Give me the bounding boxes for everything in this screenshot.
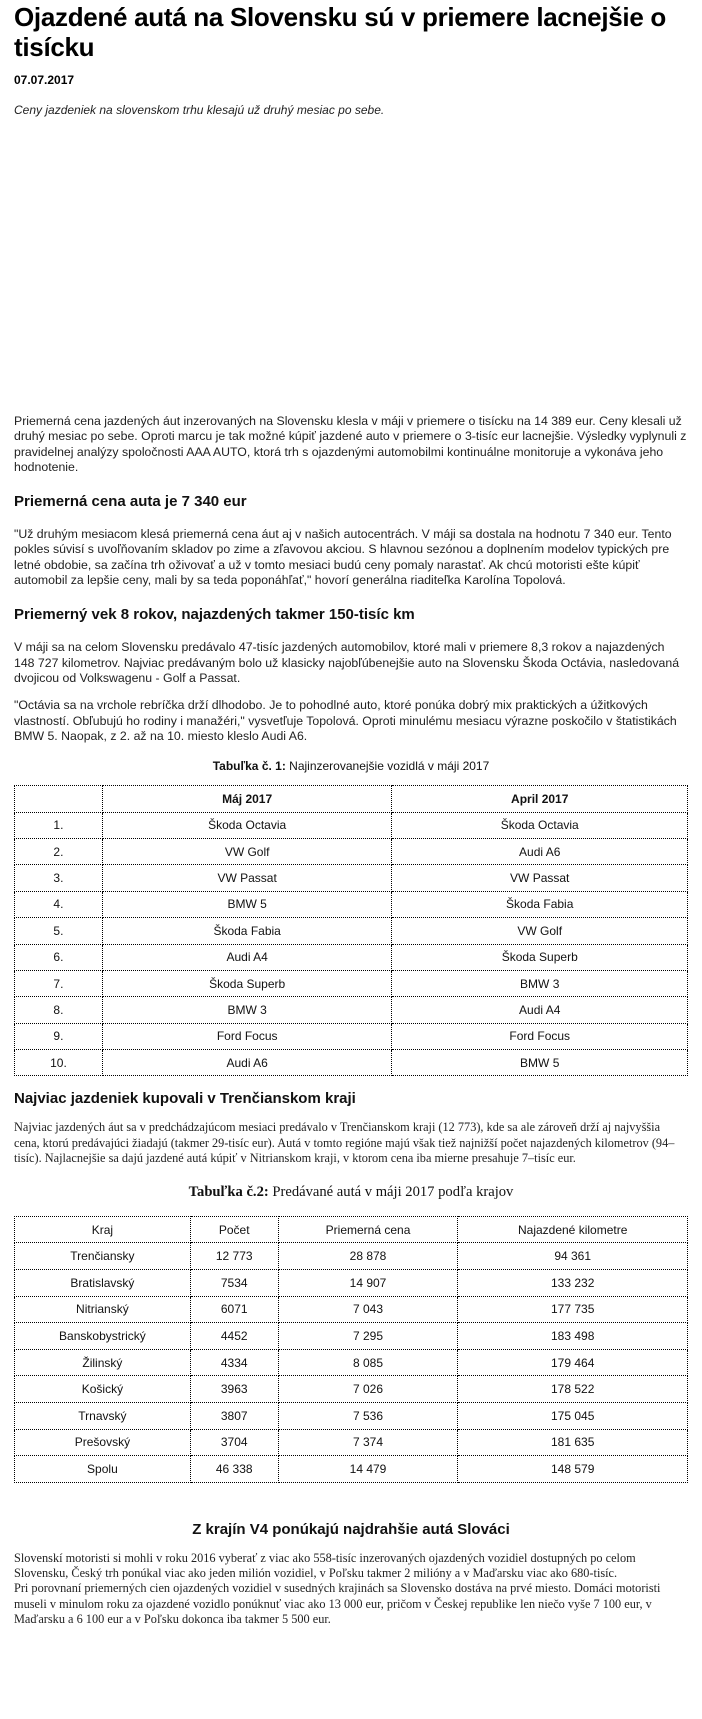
table2-caption-label: Tabuľka č.2: (188, 1184, 269, 1201)
section-heading-age: Priemerný vek 8 rokov, najazdených takmer 150-tisíc km (14, 606, 415, 624)
v4-paragraph-2: Pri porovnaní priemerných cien ojazdených vozidiel v susedných krajinách sa Slovensko dostáva na prvé miesto. Domáci motoristi museli v minulom roku za ojazdené vozidlo ponúknuť viac ako 13 000 eur, pričom v Českej republike len niečo vyše 7 100 eur, v Maďarsku a 6 100 eur a v Poľsku dokonca iba takmer 5 500 eur. (14, 1581, 661, 1626)
table-row (15, 1270, 688, 1297)
table-row (15, 865, 688, 891)
top-vehicles-table (14, 785, 688, 1076)
table-cell: Audi A6 (392, 838, 688, 864)
table-cell: Košický (15, 1376, 191, 1403)
table-cell: 8 085 (278, 1349, 458, 1376)
table1-caption-text: Najinzerovanejšie vozidlá v máji 2017 (285, 759, 490, 774)
regions-paragraph: Najviac jazdených áut sa v predchádzajúcom mesiaci predávalo v Trenčianskom kraji (12 773), kde sa ale zároveň drží aj najvyššia cena, ktorú predávajúci žiadajú (takmer 29-tisíc eur). Autá v tomto regióne majú však tiež najnižší počet najazdených kilometrov (94–tisíc). Najlacnejšie sa dajú jazdené autá kúpiť v Nitrianskom kraji, v ktorom cena iba mierne presahuje 7–tisíc eur. (14, 1120, 675, 1166)
table-cell: Audi A4 (392, 997, 688, 1023)
table-cell: Spolu (15, 1456, 191, 1483)
table-cell: Škoda Superb (102, 970, 392, 996)
table-cell: 9. (15, 1023, 103, 1049)
section-heading-v4: Z krajín V4 ponúkajú najdrahšie autá Slováci (192, 1520, 510, 1538)
table-row (15, 918, 688, 944)
table-cell: 3. (15, 865, 103, 891)
table-cell: 133 232 (458, 1270, 688, 1297)
table2-caption (14, 1183, 688, 1203)
table-row (15, 1403, 688, 1430)
table-cell: BMW 5 (102, 891, 392, 917)
header-cell: Priemerná cena (278, 1216, 458, 1243)
header-cell: Kraj (15, 1216, 191, 1243)
table1-caption (14, 758, 688, 774)
quote-paragraph: "Už druhým mesiacom klesá priemerná cena áut aj v našich autocentrách. V máji sa dostala na hodnotu 7 340 eur. Tento pokles súvisí s uvoľňovaním skladov po zime a zľavovou akciou. S hlavnou sezónou a doplnením modelov typických pre letné obdobie, sa začína trh oživovať a už v tomto mesiaci budú ceny pomaly narastať. Ak chcú motoristi ešte kúpiť automobil za lepšie ceny, mali by sa teda poponáhľať," hovorí generálna riaditeľka Karolína Topolová. (14, 527, 672, 588)
table-cell: Ford Focus (102, 1023, 392, 1049)
table-cell: 8. (15, 997, 103, 1023)
table-cell: 14 479 (278, 1456, 458, 1483)
table-cell: VW Passat (392, 865, 688, 891)
table-cell: 181 635 (458, 1429, 688, 1456)
table-cell: BMW 3 (102, 997, 392, 1023)
table-row (15, 1050, 688, 1076)
table-cell: 6071 (190, 1296, 278, 1323)
table-cell: 4. (15, 891, 103, 917)
table-cell: 7534 (190, 1270, 278, 1297)
table-cell: 7 026 (278, 1376, 458, 1403)
header-cell: Najazdené kilometre (458, 1216, 688, 1243)
octavia-quote-paragraph: "Octávia sa na vrchole rebríčka drží dlhodobo. Je to pohodlné auto, ktoré ponúka dobrý mix praktických a úžitkových vlastností. Obľubujú ho rodiny i manažéri," vysvetľuje Topolová. Oproti minulému mesiacu výrazne poskočilo v štatistikách BMW 5. Naopak, z 2. až na 10. miesto kleslo Audi A6. (14, 698, 677, 743)
header-cell: Máj 2017 (102, 786, 392, 812)
table-cell: Škoda Fabia (102, 918, 392, 944)
table-header-row (15, 786, 688, 812)
table-cell: 7 043 (278, 1296, 458, 1323)
table-cell: 178 522 (458, 1376, 688, 1403)
table-cell: 12 773 (190, 1243, 278, 1270)
table-cell: Ford Focus (392, 1023, 688, 1049)
table-cell: Škoda Fabia (392, 891, 688, 917)
table-cell: 175 045 (458, 1403, 688, 1430)
table-cell: 4334 (190, 1349, 278, 1376)
table-row (15, 1376, 688, 1403)
table-cell: Žilinský (15, 1349, 191, 1376)
table-cell: Škoda Octavia (102, 812, 392, 838)
section-heading-price: Priemerná cena auta je 7 340 eur (14, 493, 247, 511)
table-cell: Audi A6 (102, 1050, 392, 1076)
table-cell: 94 361 (458, 1243, 688, 1270)
table-row (15, 1349, 688, 1376)
table-cell: 6. (15, 944, 103, 970)
table-cell: Nitrianský (15, 1296, 191, 1323)
table-row (15, 838, 688, 864)
table-cell: 2. (15, 838, 103, 864)
table-cell: VW Passat (102, 865, 392, 891)
sales-paragraph: V máji sa na celom Slovensku predávalo 47-tisíc jazdených automobilov, ktoré mali v priemere 8,3 rokov a najazdených 148 727 kilometrov. Najviac predávaným bolo už klasicky najobľúbenejšie auto na Slovensku Škoda Octávia, nasledovaná dvojicou od Volkswagenu - Golf a Passat. (14, 640, 680, 685)
table-header-row (15, 1216, 688, 1243)
intro-paragraph: Priemerná cena jazdených áut inzerovaných na Slovensku klesla v máji v priemere o tisícku na 14 389 eur. Ceny klesali už druhý mesiac po sebe. Oproti marcu je tak možné kúpiť jazdené auto v priemere o 3-tisíc eur lacnejšie. Výsledky vyplynuli z pravidelnej analýzy spoločnosti AAA AUTO, ktorá trh s ojazdenými automobilmi kontinuálne monitoruje a vykonáva jeho hodnotenie. (14, 414, 687, 474)
table-cell: Bratislavský (15, 1270, 191, 1297)
article-lede: Ceny jazdeniek na slovenskom trhu klesajú už druhý mesiac po sebe. (14, 103, 385, 117)
regions-table (14, 1216, 688, 1483)
table-cell: Trenčiansky (15, 1243, 191, 1270)
table-cell: 3704 (190, 1429, 278, 1456)
table-row (15, 1023, 688, 1049)
table1-caption-label: Tabuľka č. 1: (212, 759, 286, 774)
table-cell: 10. (15, 1050, 103, 1076)
header-cell: Počet (190, 1216, 278, 1243)
article-title: Ojazdené autá na Slovensku sú v priemere lacnejšie o tisícku (14, 2, 667, 62)
table-cell: 148 579 (458, 1456, 688, 1483)
table-row (15, 944, 688, 970)
article-date: 07.07.2017 (14, 73, 75, 87)
table-cell: 183 498 (458, 1323, 688, 1350)
table-row (15, 997, 688, 1023)
table-cell: Banskobystrický (15, 1323, 191, 1350)
table-cell: 179 464 (458, 1349, 688, 1376)
header-cell (15, 786, 103, 812)
table-cell: 177 735 (458, 1296, 688, 1323)
table-row (15, 1243, 688, 1270)
table-cell: 1. (15, 812, 103, 838)
table-cell: 3807 (190, 1403, 278, 1430)
table-cell: Trnavský (15, 1403, 191, 1430)
table-cell: Audi A4 (102, 944, 392, 970)
table-row (15, 1456, 688, 1483)
v4-paragraph-1: Slovenskí motoristi si mohli v roku 2016 vyberať z viac ako 558-tisíc inzerovaných ojazdených vozidiel dostupných po celom Slovensku, Český trh ponúkal viac ako jeden milión vozidiel, v Poľsku takmer 2 milióny a v Maďarsku viac ako 680-tisíc. (14, 1550, 636, 1581)
table-cell: 7. (15, 970, 103, 996)
table-cell: 3963 (190, 1376, 278, 1403)
table-cell: 28 878 (278, 1243, 458, 1270)
table-cell: 46 338 (190, 1456, 278, 1483)
table-cell: Škoda Superb (392, 944, 688, 970)
table-row (15, 891, 688, 917)
table-row (15, 970, 688, 996)
table2-caption-text: Predávané autá v máji 2017 podľa krajov (268, 1184, 514, 1201)
table-cell: 5. (15, 918, 103, 944)
table-cell: 4452 (190, 1323, 278, 1350)
table-cell: VW Golf (102, 838, 392, 864)
table-cell: VW Golf (392, 918, 688, 944)
table-cell: 7 374 (278, 1429, 458, 1456)
table-cell: BMW 5 (392, 1050, 688, 1076)
table-cell: BMW 3 (392, 970, 688, 996)
table-row (15, 812, 688, 838)
table-row (15, 1429, 688, 1456)
table-cell: 14 907 (278, 1270, 458, 1297)
image-placeholder (14, 118, 688, 414)
header-cell: April 2017 (392, 786, 688, 812)
section-heading-regions: Najviac jazdeniek kupovali v Trenčianskom kraji (14, 1090, 356, 1108)
table-cell: Škoda Octavia (392, 812, 688, 838)
table-cell: 7 295 (278, 1323, 458, 1350)
table-row (15, 1323, 688, 1350)
table-cell: Prešovský (15, 1429, 191, 1456)
table-row (15, 1296, 688, 1323)
table-cell: 7 536 (278, 1403, 458, 1430)
